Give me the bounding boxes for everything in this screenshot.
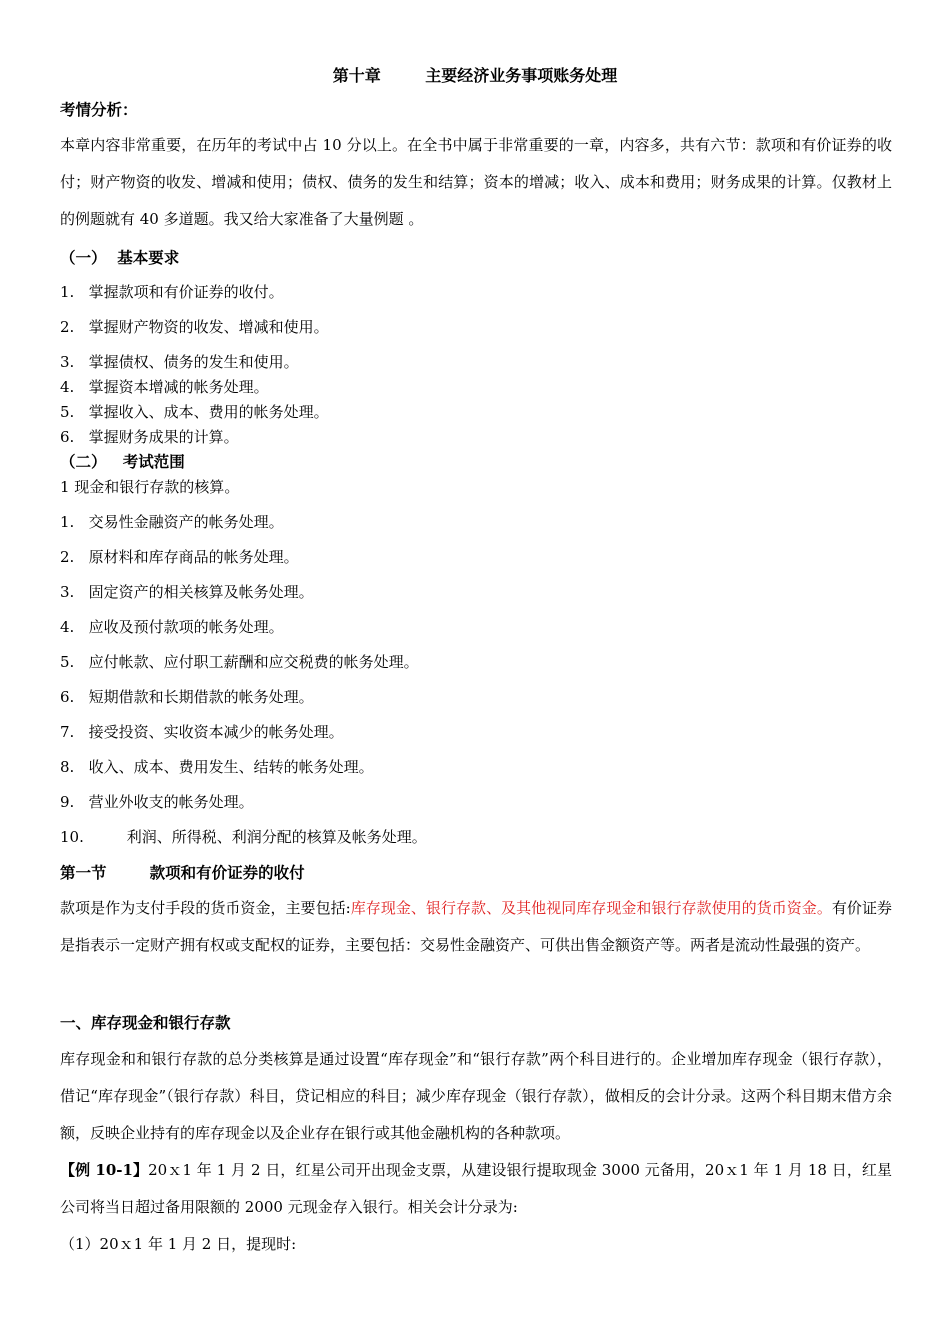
example-paragraph [60,1152,892,1226]
section1-rest: 有价证券是指表示一定财产拥有权或支配权的证券，主要包括：交易性金融资产、可供出售金额资产等。两者是流动性最强的资产。 [60,899,892,954]
requirement-item: 3. 掌握债权、债务的发生和使用。 [60,353,299,371]
scope-first-item: 1 现金和银行存款的核算。 [60,478,240,496]
analysis-heading: 考情分析： [60,100,138,119]
requirement-item: 2. 掌握财产物资的收发、增减和使用。 [60,318,329,336]
section1-paragraph [60,890,892,964]
scope-item: 3. 固定资产的相关核算及帐务处理。 [60,583,314,601]
scope-item: 1. 交易性金融资产的帐务处理。 [60,513,284,531]
scope-item: 8. 收入、成本、费用发生、结转的帐务处理。 [60,758,374,776]
scope-item: 4. 应收及预付款项的帐务处理。 [60,618,284,636]
scope-item: 10. 利润、所得税、利润分配的核算及帐务处理。 [60,828,427,846]
requirement-item: 5. 掌握收入、成本、费用的帐务处理。 [60,403,329,421]
requirements-heading: （一） 基本要求 [60,248,180,267]
section1-lead: 款项是作为支付手段的货币资金，主要包括: [60,899,351,917]
scope-item: 5. 应付帐款、应付职工薪酬和应交税费的帐务处理。 [60,653,419,671]
intro-paragraph: 本章内容非常重要，在历年的考试中占 10 分以上。在全书中属于非常重要的一章，内容多，共有六节：款项和有价证券的收付；财产物资的收发、增减和使用；债权、债务的发生和结算；资本的增减；收入、成本和费用；财务成果的计算。仅教材上的例题就有 40 多道题。我又给大家准备了大量例题 。 [60,136,892,228]
example-text: 20ｘ1 年 1 月 2 日，红星公司开出现金支票，从建设银行提取现金 3000 元备用，20ｘ1 年 1 月 18 日，红星公司将当日超过备用限额的 2000 元现金存入银行。相关会计分录为: [60,1161,892,1216]
scope-item: 6. 短期借款和长期借款的帐务处理。 [60,688,314,706]
chapter-title: 第十章 主要经济业务事项账务处理 [332,66,618,85]
requirement-item: 1. 掌握款项和有价证券的收付。 [60,283,284,301]
scope-heading: （二） 考试范围 [60,452,185,471]
scope-item: 7. 接受投资、实收资本减少的帐务处理。 [60,723,344,741]
section1-highlight: 库存现金、银行存款、及其他视同库存现金和银行存款使用的货币资金。 [350,899,832,917]
section1-heading: 第一节 款项和有价证券的收付 [60,863,305,882]
scope-item: 2. 原材料和库存商品的帐务处理。 [60,548,299,566]
example-label: 【例 10-1】 [60,1161,149,1179]
requirement-item: 4. 掌握资本增减的帐务处理。 [60,378,269,396]
scope-item: 9. 营业外收支的帐务处理。 [60,793,254,811]
cash-heading: 一、库存现金和银行存款 [60,1013,231,1032]
cash-paragraph: 库存现金和和银行存款的总分类核算是通过设置“库存现金”和“银行存款”两个科目进行的。企业增加库存现金（银行存款），借记“库存现金”（银行存款）科目，贷记相应的科目；减少库存现金（银行存款），做相反的会计分录。这两个科目期末借方余额，反映企业持有的库存现金以及企业存在银行或其他金融机构的各种款项。 [60,1050,892,1142]
example-step: （1）20ｘ1 年 1 月 2 日，提现时: [60,1235,297,1253]
requirement-item: 6. 掌握财务成果的计算。 [60,428,239,446]
